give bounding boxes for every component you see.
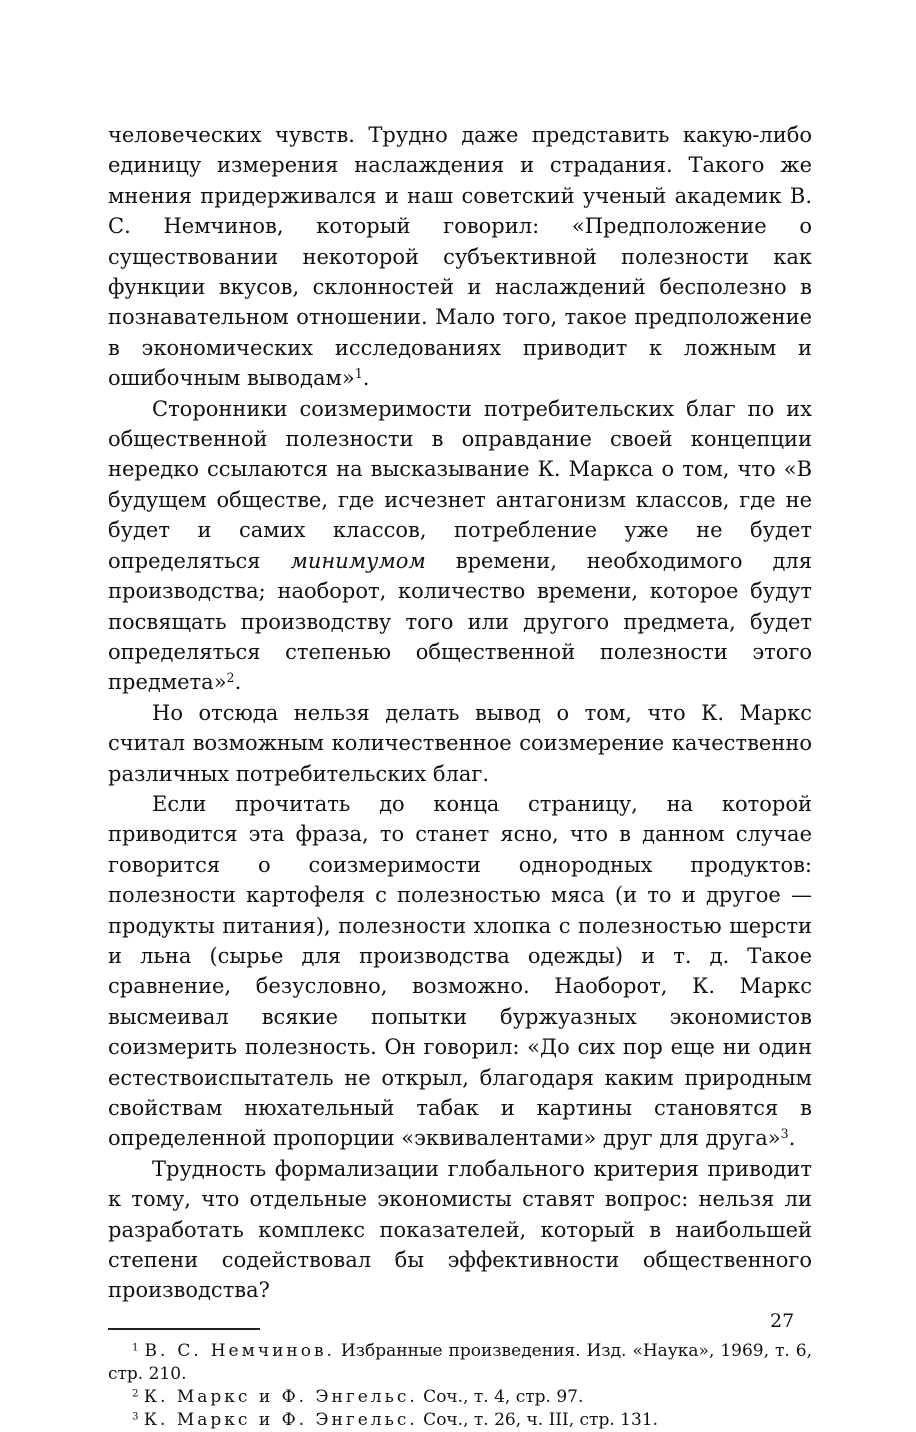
- footnote-text: Избранные произведения. Изд. «Наука», 1969, т. 6, стр. 210.: [108, 1340, 812, 1384]
- footnote-author: В. С. Немчинов.: [144, 1340, 335, 1361]
- page-number: 27: [770, 1310, 795, 1332]
- body-text: [108, 120, 812, 1306]
- paragraph-5: [108, 1154, 812, 1306]
- paragraph-text: Трудность формализации глобального критерия приводит к тому, что отдельные экономисты ставят вопрос: нельзя ли разработать комплекс показателей, который в наибольшей степени содействовал бы эффективности общественного производства?: [108, 1156, 812, 1303]
- footnote-1: [108, 1340, 812, 1386]
- emphasis-text: минимумом: [290, 548, 426, 573]
- footnote-ref-3: 3: [780, 1126, 789, 1142]
- paragraph-text: человеческих чувств. Трудно даже представить какую-либо единицу измерения наслаждения и страдания. Такого же мнения придерживался и наш советский ученый академик В. С. Немчинов, который говорил: «Предположение о существовании некоторой субъективной полезности как функции вкусов, склонностей и наслаждений бесполезно в познавательном отношении. Мало того, такое предположение в экономических исследованиях приводит к ложным и ошибочным выводам»: [108, 123, 812, 391]
- footnote-mark: 3: [132, 1411, 139, 1423]
- footnote-text: Соч., т. 4, стр. 97.: [417, 1386, 584, 1407]
- footnotes: [108, 1340, 812, 1432]
- paragraph-text: Сторонники соизмеримости потребительских благ по их общественной полезности в оправдание своей концепции нередко ссылаются на высказывание К. Маркса о том, что «В будущем обществе, где исчезнет антагонизм классов, где не будет и самих классов, потребление уже не будет определяться: [108, 396, 812, 573]
- footnote-mark: 2: [132, 1388, 139, 1400]
- footnote-divider: [108, 1328, 260, 1330]
- footnote-ref-2: 2: [226, 670, 235, 686]
- paragraph-4: Если прочитать до конца страницу, на которой приводится эта фраза, то станет ясно, что в данном случае говорится о соизмеримости однородных продуктов: полезности картофеля с полезностью мяса (и то и другое — продукты питания), полезности хлопка с полезностью шерсти и льна (сырье для производства одежды) и т. д. Такое сравнение, безусловно, возможно. Наоборот, К. Маркс высмеивал всякие попытки буржуазных экономистов соизмерить полезность. Он говорил: «До сих пор еще ни один естествоиспытатель не открыл, благодаря каким природным свойствам нюхательный табак и картины становятся в определенной пропорции «эквивалентами» друг для друга»$^3$.: [108, 791, 812, 1151]
- footnote-ref-1: 1: [354, 366, 363, 382]
- footnote-author: К. Маркс и Ф. Энгельс.: [143, 1409, 418, 1430]
- footnote-author: К. Маркс и Ф. Энгельс.: [143, 1386, 418, 1407]
- paragraph-1: человеческих чувств. Трудно даже представить какую-либо единицу измерения наслаждения и страдания. Такого же мнения придерживался и наш советский ученый академик В. С. Немчинов, который говорил: «Предположение о существовании некоторой субъективной полезности как функции вкусов, склонностей и наслаждений бесполезно в познавательном отношении. Мало того, такое предположение в экономических исследованиях приводит к ложным и ошибочным выводам»$^1$.: [108, 123, 812, 391]
- paragraph-text: времени, необходимого для производства; наоборот, количество времени, которое будут посвящать производству того или другого предмета, будет определяться степенью общественной полезности этого предмета»: [108, 548, 812, 695]
- paragraph-2: Сторонники соизмеримости потребительских благ по их общественной полезности в оправдание своей концепции нередко ссылаются на высказывание К. Маркса о том, что «В будущем обществе, где исчезнет антагонизм классов, где не будет и самих классов, потребление уже не будет определяться минимумом времени, необходимого для производства; наоборот, количество времени, которое будут посвящать производству того или другого предмета, будет определяться степенью общественной полезности этого предмета»$^2$.: [108, 396, 812, 695]
- footnote-2: [108, 1386, 812, 1409]
- footnote-3: [108, 1409, 812, 1432]
- footnote-mark: 1: [132, 1342, 139, 1354]
- page-content: [108, 120, 812, 1432]
- paragraph-text: Если прочитать до конца страницу, на которой приводится эта фраза, то станет ясно, что в данном случае говорится о соизмеримости однородных продуктов: полезности картофеля с полезностью мяса (и то и другое — продукты питания), полезности хлопка с полезностью шерсти и льна (сырье для производства одежды) и т. д. Такое сравнение, безусловно, возможно. Наоборот, К. Маркс высмеивал всякие попытки буржуазных экономистов соизмерить полезность. Он говорил: «До сих пор еще ни один естествоиспытатель не открыл, благодаря каким природным свойствам нюхательный табак и картины становятся в определенной пропорции «эквивалентами» друг для друга»: [108, 791, 812, 1151]
- footnote-text: Соч., т. 26, ч. III, стр. 131.: [417, 1409, 658, 1430]
- paragraph-text: Но отсюда нельзя делать вывод о том, что К. Маркс считал возможным количественное соизмерение качественно различных потребительских благ.: [108, 700, 812, 786]
- paragraph-3: [108, 698, 812, 789]
